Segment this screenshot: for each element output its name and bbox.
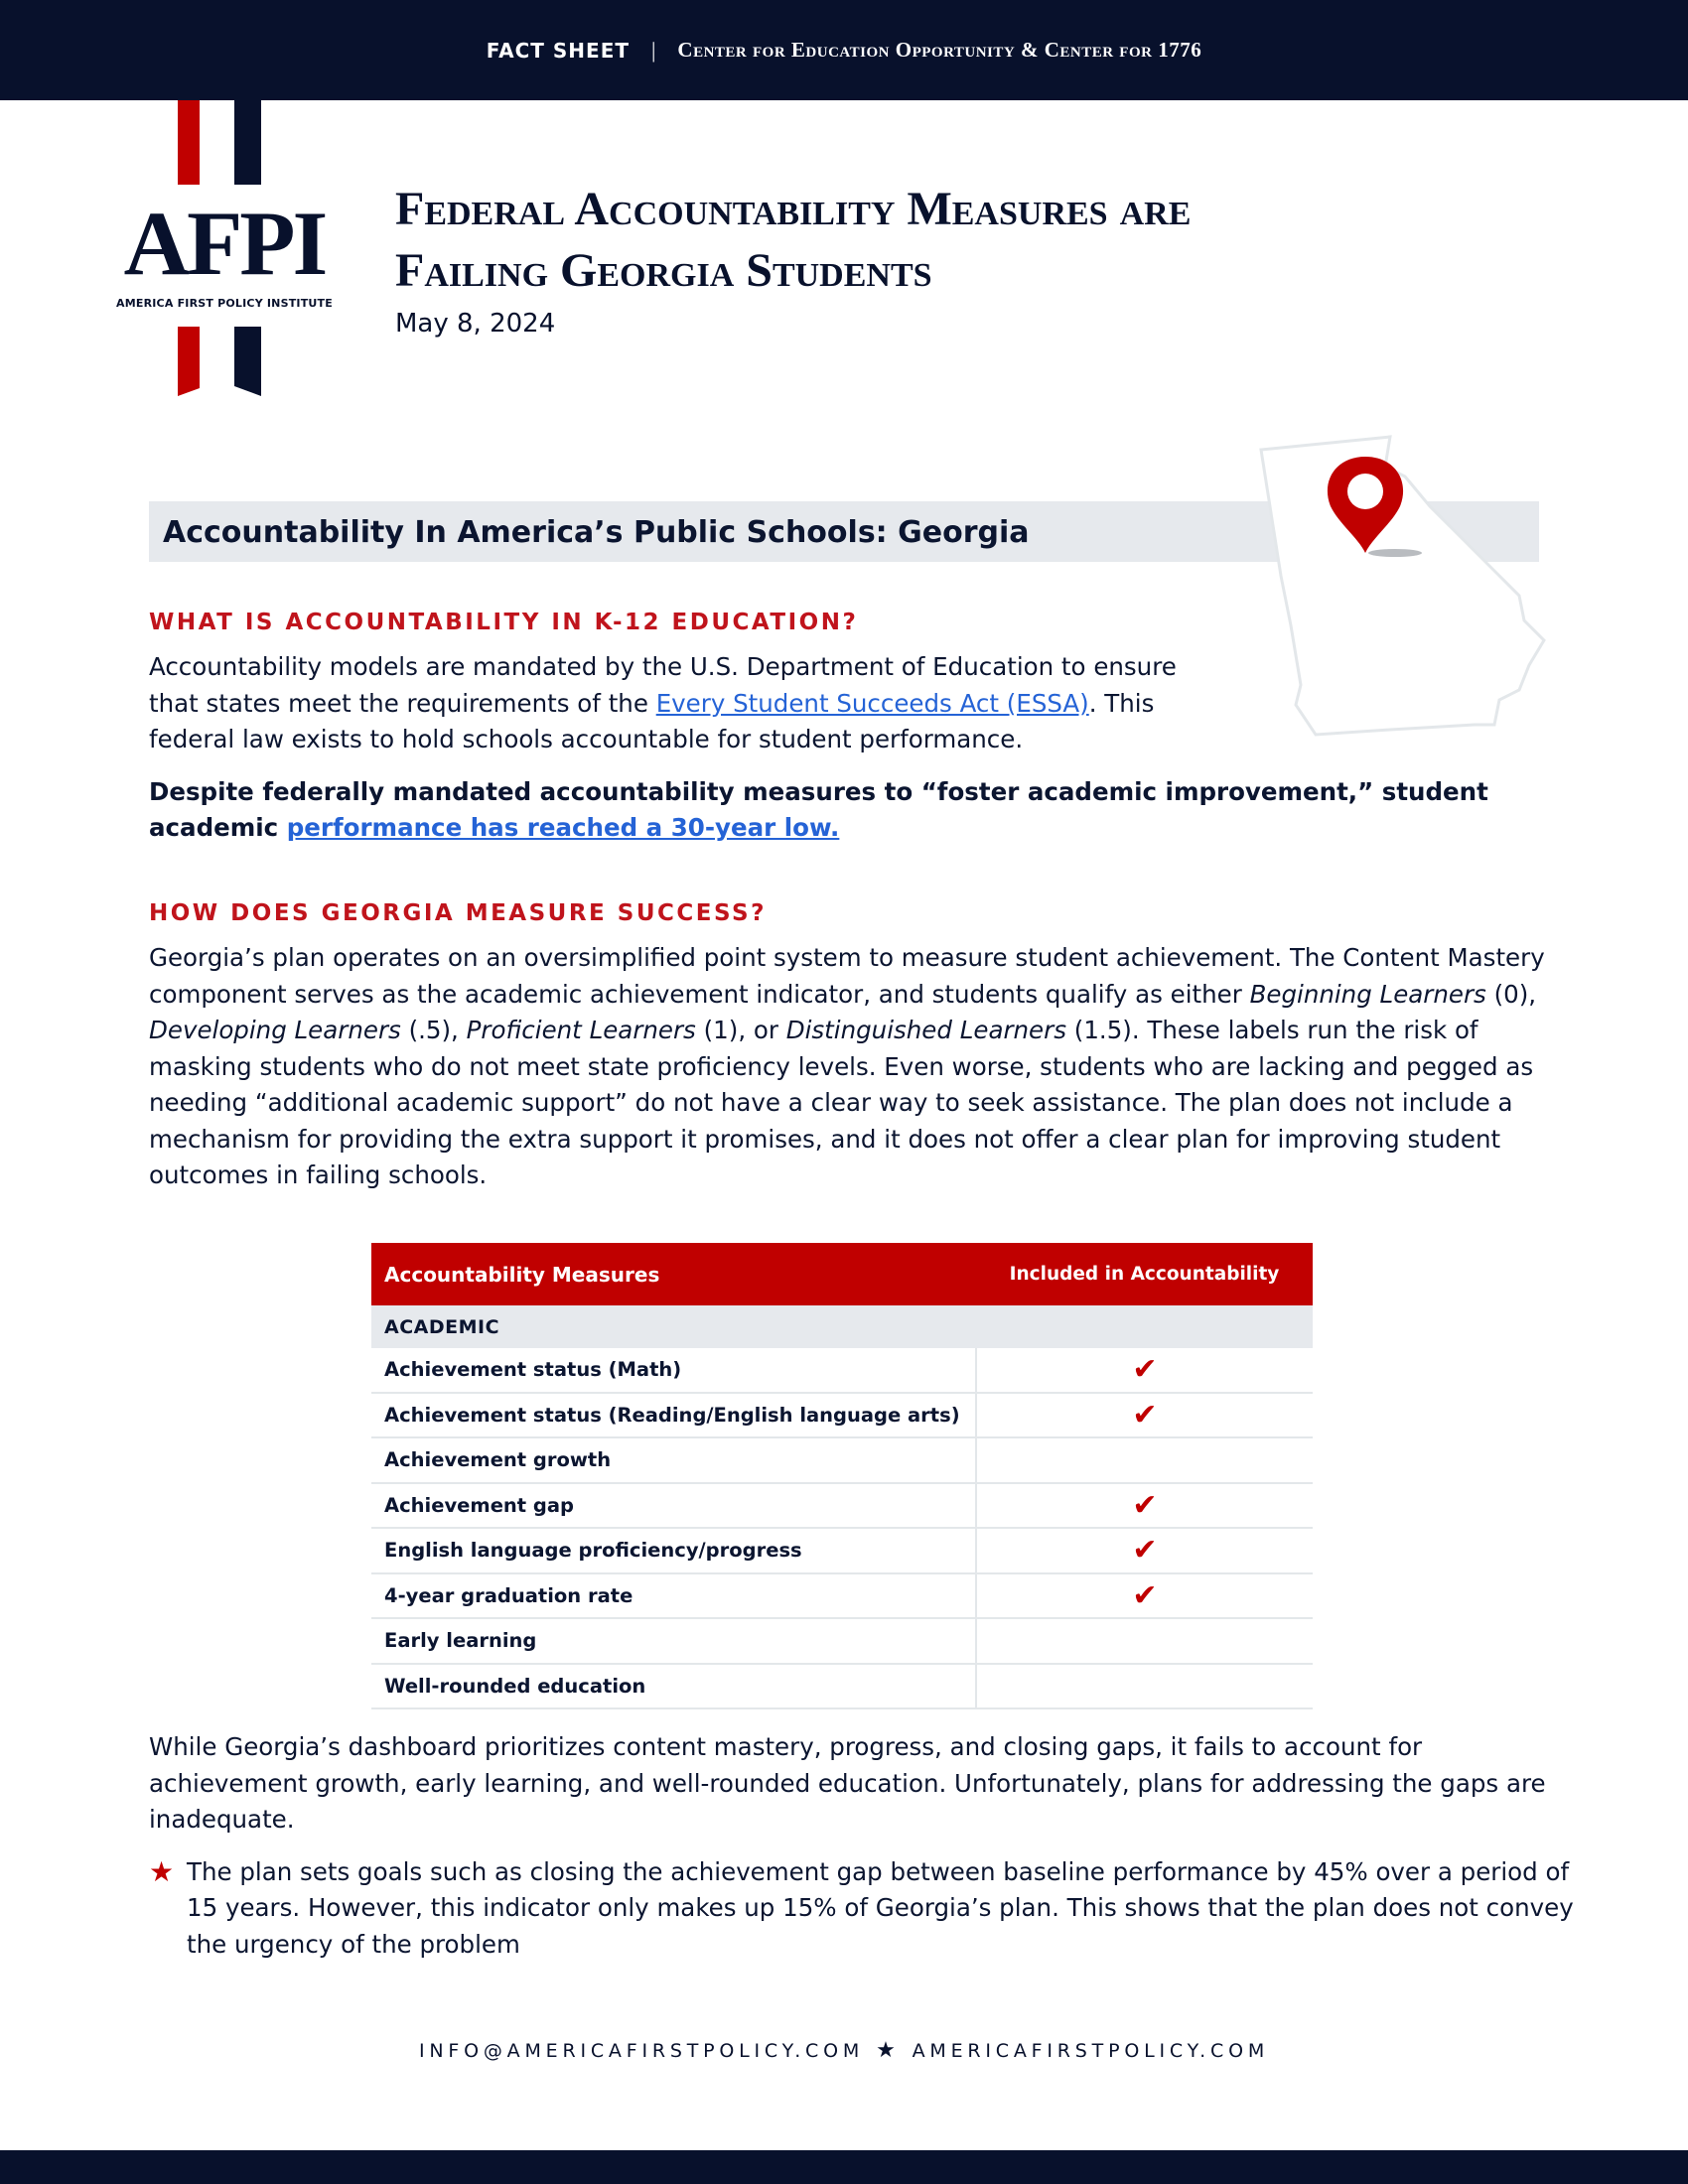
term-developing-learners: Developing Learners: [149, 1016, 401, 1044]
column-header-included: Included in Accountability: [976, 1243, 1313, 1305]
measure-name: Achievement status (Math): [371, 1348, 976, 1393]
section-how-georgia-measures: [149, 898, 1579, 1210]
logo-stripe-red-top: [178, 100, 200, 185]
footer-contact: [0, 2038, 1688, 2063]
table-row: [371, 1573, 1313, 1619]
table-row: [371, 1664, 1313, 1709]
table-header-row: [371, 1243, 1313, 1305]
bullet-item: [149, 1854, 1579, 1964]
essa-link[interactable]: Every Student Succeeds Act (ESSA): [655, 688, 1089, 718]
section-what-is-accountability: [149, 608, 1579, 863]
text-segment: (1.5). These labels run the risk of masking students who do not meet state proficiency levels. Even worse, students who are lacking and pegged as needing “additional academic support” do not have a clear way to seek assistance. The plan does not include a mechanism for providing the extra support it promises, and it does not offer a clear plan for improving student outcomes in failing schools.: [149, 1016, 1534, 1189]
measure-name: Early learning: [371, 1618, 976, 1664]
checkmark-icon: ✔: [976, 1348, 1313, 1393]
table-row: [371, 1393, 1313, 1438]
measure-name: English language proficiency/progress: [371, 1528, 976, 1573]
star-bullet-icon: ★: [149, 1854, 175, 1888]
title-line-2: Failing Georgia Students: [395, 244, 932, 297]
paragraph-point-system: [149, 940, 1579, 1194]
checkmark-icon: ✔: [976, 1528, 1313, 1573]
text-segment: . This federal law exists to hold schools accountable for student performance.: [149, 688, 1155, 753]
pin-shadow: [1368, 549, 1422, 557]
text-segment: Despite federally mandated accountability measures to “foster academic improvement,” student academic: [149, 776, 1488, 842]
closing-section: [149, 1729, 1579, 1963]
section-title: Accountability In America’s Public Schools: Georgia: [163, 515, 1030, 550]
text-segment: Georgia’s plan operates on an oversimplified point system to measure student achievement. The Content Mastery component serves as the academic achievement indicator, and students qualify as either: [149, 943, 1545, 1009]
table-row: [371, 1348, 1313, 1393]
measure-name: Well-rounded education: [371, 1664, 976, 1709]
table-row: [371, 1618, 1313, 1664]
empty-cell: [976, 1664, 1313, 1709]
document-title: [395, 179, 1567, 302]
bullet-text: The plan sets goals such as closing the achievement gap between baseline performance by 45% over a period of 15 years. However, this indicator only makes up 15% of Georgia’s plan. This shows that the plan does not convey the urgency of the problem: [187, 1856, 1574, 1959]
table-group-row: [371, 1305, 1313, 1348]
logo-wordmark: AFPI: [123, 193, 326, 294]
term-proficient-learners: Proficient Learners: [466, 1016, 696, 1044]
footer-star-icon: ★: [876, 2038, 901, 2063]
bottom-banner: [0, 2150, 1688, 2184]
heading-how-georgia-measures: HOW DOES GEORGIA MEASURE SUCCESS?: [149, 900, 767, 926]
text-segment: (1), or: [695, 1016, 786, 1044]
header-separator: |: [651, 37, 656, 63]
afpi-logo: [95, 100, 353, 398]
term-beginning-learners: Beginning Learners: [1249, 979, 1486, 1009]
table-row: [371, 1528, 1313, 1573]
paragraph-dashboard: While Georgia’s dashboard prioritizes content mastery, progress, and closing gaps, it fails to account for achievement growth, early learning, and well-rounded education. Unfortunately, plans for addressing the gaps are inadequate.: [149, 1732, 1546, 1834]
title-block: [395, 179, 1567, 340]
measure-name: 4-year graduation rate: [371, 1573, 976, 1619]
measure-name: Achievement status (Reading/English language arts): [371, 1393, 976, 1438]
heading-what-is-accountability: WHAT IS ACCOUNTABILITY IN K-12 EDUCATION?: [149, 610, 859, 635]
group-label-academic: ACADEMIC: [371, 1305, 1313, 1348]
term-distinguished-learners: Distinguished Learners: [785, 1016, 1066, 1044]
publish-date: May 8, 2024: [395, 309, 556, 339]
paragraph-accountability-models: [149, 649, 1221, 758]
logo-subtitle: AMERICA FIRST POLICY INSTITUTE: [116, 297, 333, 310]
measure-name: Achievement growth: [371, 1437, 976, 1483]
checkmark-icon: ✔: [976, 1483, 1313, 1529]
centers-label: Center for Education Opportunity & Center for 1776: [677, 38, 1202, 62]
checkmark-icon: ✔: [976, 1573, 1313, 1619]
footer-email[interactable]: INFO@AMERICAFIRSTPOLICY.COM: [418, 2040, 865, 2062]
title-line-1: Federal Accountability Measures are: [395, 183, 1192, 235]
table-row: [371, 1483, 1313, 1529]
empty-cell: [976, 1437, 1313, 1483]
accountability-measures-table: [371, 1243, 1313, 1709]
thirty-year-low-link[interactable]: performance has reached a 30-year low.: [286, 813, 840, 842]
checkmark-icon: ✔: [976, 1393, 1313, 1438]
top-banner: [0, 0, 1688, 100]
text-segment: (.5),: [400, 1016, 467, 1044]
pin-hole: [1347, 474, 1383, 509]
column-header-measures: Accountability Measures: [371, 1243, 976, 1305]
text-segment: Accountability models are mandated by the U.S. Department of Education to ensure that states meet the requirements of the: [149, 652, 1177, 718]
fact-sheet-label: FACT SHEET: [486, 38, 631, 63]
text-segment: (0),: [1485, 979, 1537, 1009]
measure-name: Achievement gap: [371, 1483, 976, 1529]
logo-stripe-red-bottom: [178, 327, 202, 396]
logo-stripe-navy-top: [234, 100, 261, 185]
footer-website[interactable]: AMERICAFIRSTPOLICY.COM: [912, 2040, 1270, 2062]
table-row: [371, 1437, 1313, 1483]
logo-stripe-navy-bottom: [234, 327, 262, 396]
empty-cell: [976, 1618, 1313, 1664]
paragraph-despite: [149, 774, 1579, 847]
